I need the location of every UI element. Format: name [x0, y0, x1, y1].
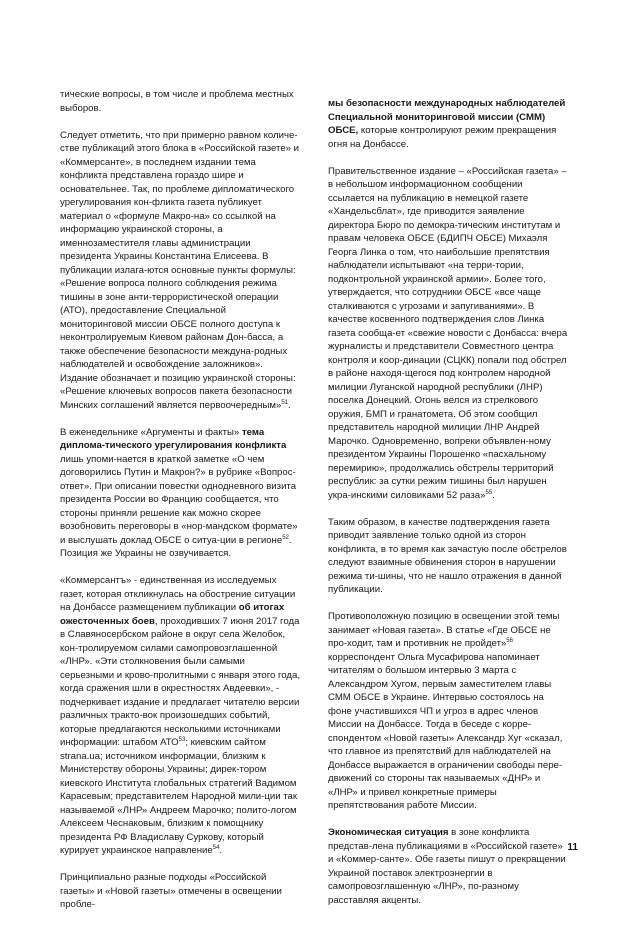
footnote-ref: 56: [506, 638, 513, 644]
footnote-ref: 54: [212, 845, 220, 851]
paragraph: Таким образом, в качестве подтверждения газета приводит заявление только одной из сторон конфликта, в то время как зачастую после обстрелов следуют взаимные обвинения сторон в нарушении режима ти-шины, что не нашло отражения в данной публикации.: [328, 516, 567, 595]
bold-phrase: Экономическая ситуация: [328, 827, 449, 838]
paragraph: мы безопасности международных наблюдателей Специальной мониторинговой миссии (СММ) ОБСЕ, которые контролируют режим прекращения огня на Донбассе.: [328, 98, 566, 150]
paragraph: В еженедельнике «Аргументы и факты» тема диплома-тического урегулирования конфликта лишь упоми-нается в краткой заметке «О чем договорились Путин и Макрон?» в рубрике «Вопрос-ответ». При описании повестки однодневного визита президента России во Францию сообщается, что стороны приняли решение как можно скорее возобновить переговоры в «нор-мандском формате» и выслушать доклад ОБСЕ о ситуа-ции в регионе$^{52}$. Позиция же Украины не озвучивается.: [60, 426, 298, 559]
paragraph: Противоположную позицию в освещении этой темы занимает «Новая газета». В статье «Где ОБСЕ не про-ходит, там и противник не пройдет»$^{56}$ корреспондент Ольга Мусафирова напоминает читателям о большом интервью 3 марта с Александром Хугом, первым заместителем главы СММ ОБСЕ в Украине. Интервью состоялось на фоне участившихся ЧП и угроз в адрес членов Миссии на Донбассе. Тогда в беседе с корре-спондентом «Новой газеты» Александр Хуг «сказал, что главное из препятствий для наблюдателей на Донбассе выражается в ограничении свободы пере-движений со стороны так называемых «ДНР» и «ЛНР» и привел конкретные примеры препятствования работе Миссии.: [328, 611, 563, 811]
footnote-ref: 53: [178, 737, 186, 743]
paragraph: тические вопросы, в том числе и проблема местных выборов.: [60, 89, 294, 114]
paragraph: Правительственное издание – «Российская газета» – в небольшом информационном сообщении ссылается на публикацию в немецкой газете «Хандельсблат», где приводится заявление директора Бюро по демокра-тическим институтам и правам человека ОБСЕ (БДИПЧ ОБСЕ) Михаэля Георга Линка о том, что наибольшие препятствия наблюдатели испытывают «на терри-тории, подконтрольной украинской армии». Более того, утверждается, что сотрудники ОБСЕ «все чаще сталкиваются с угрозами и запугиваниями». В качестве косвенного подтверждения слов Линка газета сообща-ет «свежие новости с Донбасса: вчера журналисты и представители Совместного центра контроля и коор-динации (СЦКК) попали под обстрел в районе находя-щегося под контролем народной милиции Луганской народной республики (ЛНР) поселка Донецкий. Огонь велся из стрелкового оружия, БМП и гранатомета. Об этом сообщил представитель народной милиции ЛНР Андрей Марочко. Одновременно, вопреки объявлен-ному президентом Украины Порошенко «пасхальному перемирию», продолжались обстрелы территорий республик: за сутки режим тишины был нарушен укра-инскими силовиками 52 раза»$^{55}$.: [328, 165, 568, 501]
paragraph: Экономическая ситуация в зоне конфликта представ-лена публикациями в «Российской газете» и «Коммер-санте». Обе газеты пишут о прекращении Украиной поставок электроэнергии в самопровозглашенную «ЛНР», по-разному расставляя акценты.: [328, 827, 566, 906]
bold-phrase: мы безопасности международных наблюдателей Специальной мониторинговой миссии (СММ) ОБСЕ,: [328, 98, 566, 136]
paragraph: Следует отметить, что при примерно равном количе-стве публикаций этого блока в «Российской газете» и «Коммерсанте», в последнем издании тема конфликта представлена гораздо шире и основательнее. Так, по проблеме дипломатического урегулирования кон-фликта газета публикует материал о «формуле Макро-на» со ссылкой на информацию украинской стороны, а именнозаместителя главы администрации президента Украины Константина Елисеева. В публикации излага-ются основные пункты формулы: «Решение вопроса полного соблюдения режима тишины в зоне анти-террористической операции (АТО), предоставление Специальной мониторинговой миссии ОБСЕ полного доступа к неконтролируемым Киевом районам Дон-басса, а также обеспечение безопасности междуна-родных наблюдателей и освобождение заложников». Издание обозначает и позицию украинской стороны: «Решение ключевых вопросов пакета безопасности Минских соглашений является первоочередным»$^{51}$.: [60, 129, 300, 411]
paragraph: «Коммерсантъ» - единственная из исследуемых газет, которая откликнулась на обострение ситуации на Донбассе размещением публикации об итогах ожесточенных боев, проходивших 7 июня 2017 года в Славяносербском районе в округ села Желобок, кон-тролируемом силами самопровозглашенной «ЛНР». «Эти столкновения были самыми серьезными и крово-пролитными с января этого года, когда сражения шли в окрестностях Авдеевки», - подчеркивает издание и предлагает читателю версии различных тракто-вок произошедших событий, которые предлагаются несколькими источниками информации: штабом АТО$^{53}$; киевским сайтом strana.ua; источником информации, близким к Министерству обороны Украины; дирек-тором киевского Института глобальных стратегий Вадимом Карасевым; представителем Народной мили-ции так называемой «ЛНР» Андреем Марочко; полито-логом Алексеем Чеснаковым, близким к помощнику президента РФ Владиславу Суркову, который курирует украинское направление$^{54}$.: [60, 575, 301, 856]
paragraph: Принципиально разные подходы «Российской газеты» и «Новой газеты» отмечены в освещении пробле-: [60, 872, 282, 910]
footnote-ref: 52: [282, 534, 289, 541]
right-column: [328, 97, 568, 921]
footnote-ref: 51: [281, 399, 288, 406]
page-number: 11: [567, 842, 578, 853]
bold-phrase: тема диплома-тического урегулирования конфликта: [60, 426, 287, 451]
footnote-ref: 55: [485, 489, 493, 496]
bold-phrase: об итогах ожесточенных боев: [60, 602, 285, 627]
left-column: [60, 88, 300, 925]
